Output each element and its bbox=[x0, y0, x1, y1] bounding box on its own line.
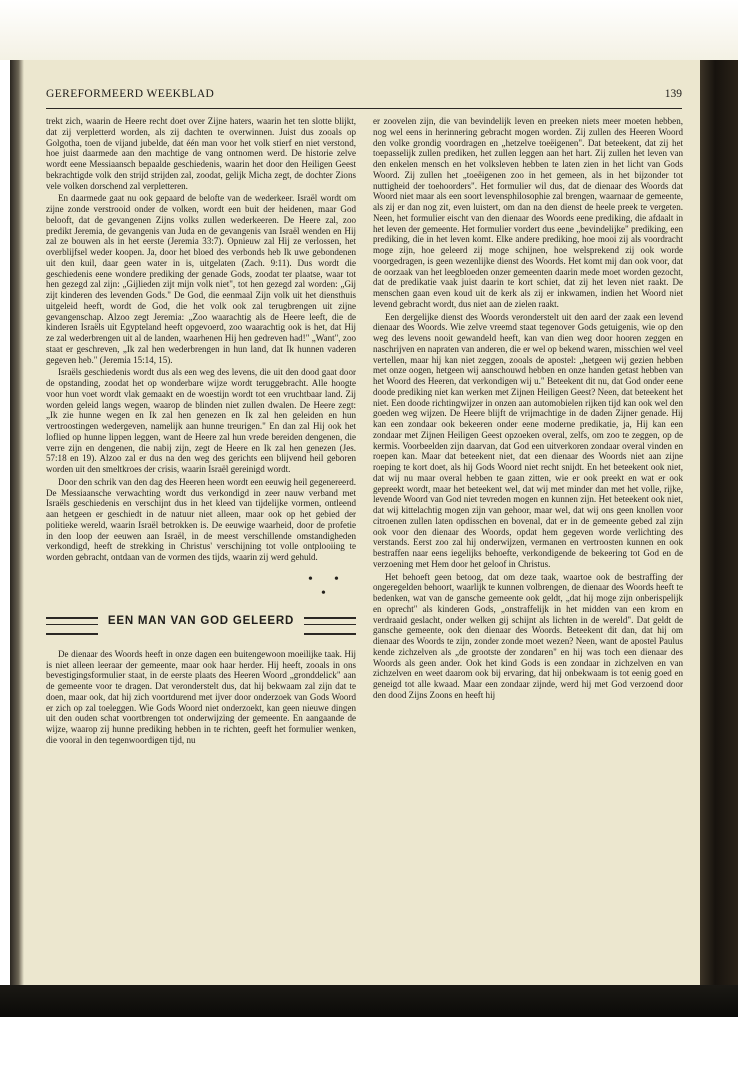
publication-title: GEREFORMEERD WEEKBLAD bbox=[46, 88, 215, 100]
article-paragraph: trekt zich, waarin de Heere recht doet over Zijne haters, waarin het ten slotte blijkt, dat zij verpletterd worden, als zij dachten te overwinnen. Juist dus zooals op Golgotha, toen de vijand jubelde, dat één man voor het volk stierf en niet verstond, hoe juist daarmede aan den machtige de vang ontnomen werd. De historie zelve wordt eene Messiaansch bepaalde geschiedenis, waarin het door den Heiligen Geest bekrachtigde volk den strijd strijden zal, zoodat, gelijk Micha zegt, de dochter Zions vele volken dorschend zal verpletteren. bbox=[46, 116, 356, 191]
page-header bbox=[46, 86, 682, 109]
article-paragraph: De dienaar des Woords heeft in onze dagen een buitengewoon moeilijke taak. Hij is niet alleen leeraar der gemeente, maar ook haar herder. Hij heeft, zooals in ons bevestigingsformulier staat, in de eerste plaats des Heeren Woord „gronddelick" aan de gemeente voor te dragen. Dat veronderstelt dus, dat hij bekwaam zal zijn dat te doen, maar ook, dat hij zich voortdurend met ijver door onderzoek van Gods Woord er zich op zal toeleggen. Wie Gods Woord niet onderzoekt, kan geen nieuwe dingen uit den ouden schat voortbrengen tot onderwijzing der gemeente. En aangaande de wijze, waarop zij hunne prediking hebben in te richten, geeft het formulier wenken, die vooral in den tegenwoordigen tijd, nu bbox=[46, 648, 356, 745]
section-heading-block bbox=[46, 611, 356, 641]
page-left-shadow bbox=[10, 60, 24, 995]
heading-rule-right bbox=[304, 617, 356, 635]
scan-binding-edge bbox=[700, 60, 738, 1017]
newspaper-page bbox=[10, 60, 700, 995]
article-paragraph: En daarmede gaat nu ook gepaard de belofte van de wederkeer. Israël wordt om zijne zonde verstrooid onder de volken, wordt een buit der heidenen, maar God belooft, dat de gevangenen Zijns volks zullen wederkeeren. De Heere zal, zoo predikt Jeremia, de gevangenis van Juda en de gevangenis van Israël wenden en Hij zal ze bouwen als in het eerste (Jeremia 33:7). Opnieuw zal Hij ze verlossen, het overblijfsel weder koopen. Ja, door het bloed des verbonds heb Ik uwe gebondenen uit den kuil, daar geen water in is, uitgelaten (Zach. 9:11). Dus wordt die geschiedenis eene wondere prediking der genade Gods, zoodat ter plaatse, waar tot hen gezegd zal zijn: „Gijlieden zijt mijn volk niet", tot hen gezegd zal worden: „Gij zijt kinderen des levenden Gods." De God, die eenmaal Zijn volk uit het diensthuis uitgeleid heeft, wordt de God, die het volk ook zal terugbrengen uit zijne gevangenschap. Alzoo zegt Jeremia: „Zoo waarachtig als de Heere leeft, die de kinderen Israëls uit Egypteland heeft opgevoerd, zoo waarachtig ook is het, dat Hij ze zal wederbrengen uit al de landen, waarhenen Hij hen gedreven had!" „Want", zoo staat er geschreven, „Ik zal hen wederbrengen in hun land, dat Ik hunnen vaderen gegeven heb." (Jeremia 15:14, 15). bbox=[46, 193, 356, 365]
scan-bottom-edge bbox=[0, 985, 738, 1017]
page-number: 139 bbox=[664, 88, 682, 100]
article-paragraph: er zoovelen zijn, die van bevindelijk leven en preeken niets meer moeten hebben, nog wel eens in herinnering gebracht mogen worden. Zij zullen des Heeren Woord den volke grondig voordragen en „hetzelve toeëigenen". Dat beteekent, dat zij het toepasselijk zullen prediken, het zullen leggen aan het hart. Zij zullen het leven van den enkelen mensch en het volksleven hebben te laten zien in het licht van Gods Woord. Zij zullen het „toeëigenen zoo in het gemeen, als in het bijzonder tot nuttigheid der toehoorders". Het formulier wil dus, dat de dienaar des Woords dat Woord niet maar als een soort levensphilosophie zal brengen, waarnaar de gemeente, als zij er dan nog zit, even luistert, om dan na den dienst de heele preek te vergeten. Neen, het formulier eischt van den dienaar des Woords eene prediking, die afdaalt in het leven der gemeente. Het formulier vordert dus eene „bevindelijke" prediking, een prediking, die in het leven komt. Elke andere prediking, hoe mooi zij als voordracht moge zijn, hoe geleerd zij moge schijnen, hoe welsprekend zij ook worde voorgedragen, is geen wezenlijke dienst des Woords. Het komt mij dan ook voor, dat de oorzaak van het leegbloeden onzer gemeenten daarin mede moet worden gezocht, dat de predikatie vaak juist daarin te kort schiet, dat zij het leven niet raakt. De menschen gaan even koud uit de kerk als zij er inkwamen, indien het Woord niet levend gebracht wordt, dus niet aan de zielen raakt. bbox=[373, 116, 683, 309]
article-paragraph: Israëls geschiedenis wordt dus als een weg des levens, die uit den dood gaat door de opstanding, zoodat het op wonderbare wijze wordt teruggebracht. Alle hoogte voor hun voet wordt vlak gemaakt en de woestijn wordt tot een vruchtbaar land. Zij worden geleid langs wegen, waarop de blinden niet zullen dwalen. De Heere zegt: „Ik zie hunne wegen en Ik zal hen genezen en Ik zal hen geleiden en hun vertroostingen wedergeven, namelijk aan hunne treurigen." En dan zal Hij ook het loflied op hunne lippen leggen, want de Heere zal hun vrede bereiden dengenen, die verre zijn en dengenen, die nabij zijn, zegt de Heere en Ik zal hen genezen (Jes. 57:18 en 19). Alzoo zal er dus na den weg des gerichts een blijvend heil geboren worden uit den smeltkroes der crisis, waarin Israël gereinigd wordt. bbox=[46, 367, 356, 474]
section-heading: EEN MAN VAN GOD GELEERD bbox=[107, 614, 295, 627]
article-paragraph: Door den schrik van den dag des Heeren heen wordt een eeuwig heil gegenereerd. De Messiaansche verwachting wordt dus verkondigd in zeer nauw verband met Israëls geschiedenis en verschijnt dus in het kleed van tijdelijke vormen, ontleend aan hetgeen er geschiedt in de natuur niet alleen, maar ook op het gebied der politieke wereld, waarin Israël betrokken is. De eeuwige waarheid, door de profetie in den loop der eeuwen aan Israël, in de meest verschillende omstandigheden verkondigd, heeft de strekking in Christus' verschijning tot volle ontplooiing te worden gebracht, ontdaan van de vormen des tijds, waarin zij werd gehuld. bbox=[46, 476, 356, 562]
right-column bbox=[373, 116, 683, 701]
section-separator-stars: • • • bbox=[308, 571, 339, 601]
scan-background-top bbox=[0, 0, 738, 60]
left-column bbox=[46, 116, 356, 746]
article-paragraph: Het behoeft geen betoog, dat om deze taak, waartoe ook de bestraffing der ongeregelden behoort, waarlijk te kunnen volbrengen, de dienaar des Woords heeft te bedenken, wat van de gansche gemeente ook geldt, „dat hij moge zijn onberispelijk en oprecht" als kinderen Gods, „onstraffelijk in het midden van een krom en verdraaid geslacht, onder welken gij schijnt als lichten in de wereld". Dat geldt de gansche gemeente, ook den dienaar des Woords. Beteekent dit dan, dat hij om dienaar des Woords te zijn, zonder zonde moet wezen? Neen, want de apostel Paulus kende zichzelven als „de grootste der zondaren" en hij was toch een dienaar des Woords als geen ander. Ook het kind Gods is een zondaar in zichzelven en van zichzelven en weet daarom ook bij ervaring, dat hij onbekwaam is tot eenig goed en geneigd tot alle kwaad. Maar een zondaar zijnde, werd hij met God verzoend door den dood Zijns Zoons en heeft hij bbox=[373, 571, 683, 700]
article-paragraph: Een dergelijke dienst des Woords veronderstelt uit den aard der zaak een levend dienaar des Woords. Wie zelve vreemd staat tegenover Gods getuigenis, wie op den weg des levens nooit gewandeld heeft, kan van dien weg door hooren zeggen en naschrijven en napraten van anderen, die er wel op bekend waren, misschien wel veel vertellen, maar hij kan niet zeggen, zooals de apostel: „hetgeen wij gezien hebben met onze oogen, hetgeen wij aanschouwd hebben en onze handen getast hebben van het Woord des Heeren, dat verkondigen wij u." Beteekent dit nu, dat God onder eene doode prediking niet kan werken met Zijnen Heiligen Geest? Neen, dat beteekent het niet. Een doode richtingwijzer in onzen aan automobielen rijken tijd kan ook wel den goeden weg wijzen. De Heere blijft de vrijmachtige in de daden Zijner genade. Hij kan een zondaar ook bekeeren onder eene moderne predikatie, ja, Hij kan een zondaar met Zijnen Heiligen Geest opzoeken overal, zelfs, om zoo te zeggen, op de kermis. Voorbeelden zijn daarvan, dat God een uitverkoren zondaar overal vinden en roepen kan. Maar dat beteekent niet, dat een dienaar des Woords niet aan zijne roeping te kort doet, als hij Gods Woord niet recht snijdt. En het beteekent ook niet, dat wij nu maar overal hebben te gaan zitten, wie er ook preekt en wat er ook gepreekt wordt, maar het beteekent wel, dat wij met minder dan met het volle, rijke, levende Woord van God niet tevreden mogen en kunnen zijn. Het beteekent ook niet, dat wij kittelachtig mogen zijn van gehoor, maar wel, dat wij ons geen knollen voor citroenen zullen laten opdisschen en bovenal, dat er in de gemeente gebed zal zijn ook voor den dienaar des Woords, opdat hem gegeven worde verlichting des verstands. Eerst zoo zal hij onderwijzen, vermanen en vertroosten kunnen en ook bestraffen naar eens iegelijks behoefte, verkondigende de bekeering tot God en de verzoening met Hem door het geloof in Christus. bbox=[373, 311, 683, 569]
heading-rule-left bbox=[46, 617, 98, 635]
